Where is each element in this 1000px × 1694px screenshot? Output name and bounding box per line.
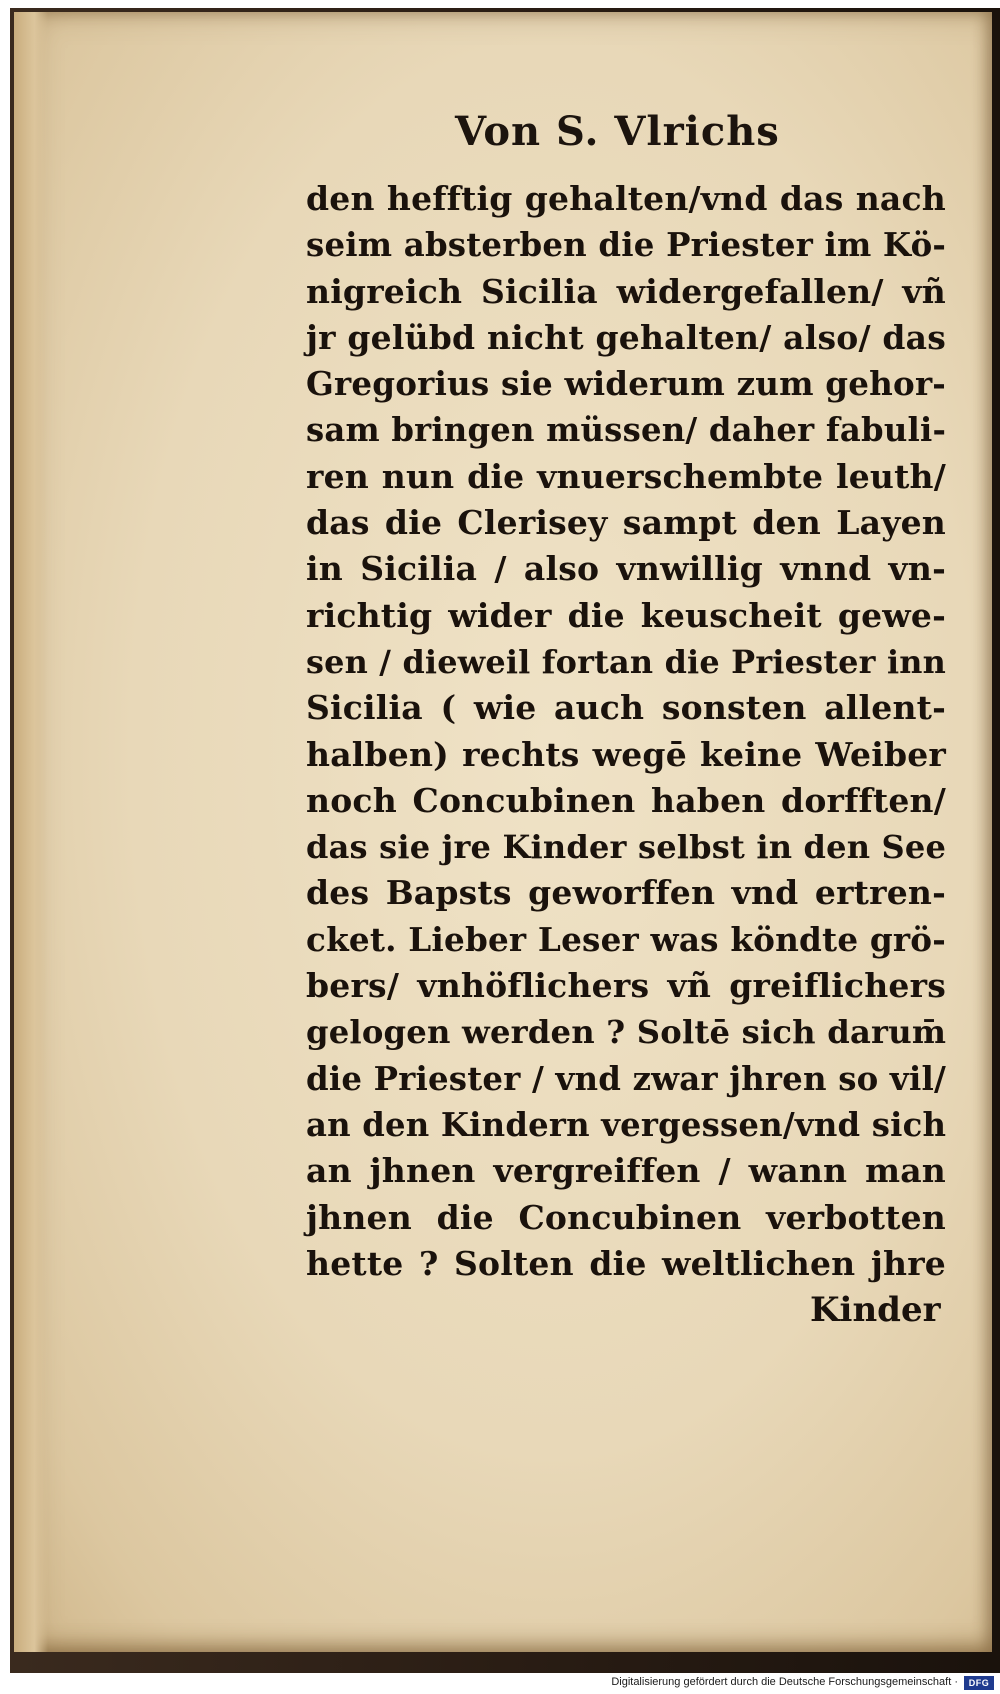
text-line: in Sicilia / also vnwillig vnnd vn- [306, 549, 946, 589]
text-line: des Bapsts geworffen vnd ertren- [306, 873, 946, 913]
text-line: seim absterben die Priester im Kö- [306, 226, 947, 265]
page-gutter [14, 12, 48, 1652]
text-line: das sie jre Kinder selbst in den See [306, 828, 947, 867]
text-line: cket. Lieber Leser was köndte grö- [306, 919, 946, 959]
text-line: jhnen die Concubinen verbotten [306, 1197, 946, 1237]
text-line: gelogen werden ? Soltē sich darum̄ [306, 1013, 947, 1052]
text-line: die Priester / vnd zwar jhren so vil/ [306, 1059, 946, 1098]
text-line: noch Concubinen haben dorfften/ [306, 780, 946, 820]
text-line: das die Clerisey sampt den Layen [306, 503, 946, 543]
text-line: halben) rechts wegē keine Weiber [306, 734, 946, 774]
text-line: ren nun die vnuerschembte leuth/ [306, 456, 946, 496]
text-line: sam bringen müssen/ daher fabuli- [306, 411, 947, 450]
text-line: richtig wider die keuscheit gewe- [306, 595, 946, 635]
text-line: Sicilia ( wie auch sonsten allent- [306, 688, 946, 728]
running-header: Von S. Vlrichs [455, 108, 780, 155]
text-line: Gregorius sie widerum zum gehor- [306, 364, 946, 404]
text-line: nigreich Sicilia widergefallen/ vñ [306, 271, 946, 311]
dfg-logo: DFG [964, 1676, 994, 1690]
text-line: jr gelübd nicht gehalten/ also/ das [306, 317, 946, 357]
text-line: sen / dieweil fortan die Priester inn [306, 642, 946, 681]
text-line: hette ? Solten die weltlichen jhre [306, 1243, 946, 1283]
catchword: Kinder [810, 1290, 941, 1330]
page-body [306, 176, 946, 1287]
text-line: bers/ vnhöflichers vñ greiflichers [306, 966, 946, 1006]
text-line: an jhnen vergreiffen / wann man [306, 1151, 946, 1191]
text-line: an den Kindern vergessen/vnd sich [306, 1105, 947, 1144]
text-line: den hefftig gehalten/vnd das nach [306, 179, 946, 218]
digitization-credit: Digitalisierung gefördert durch die Deutsche Forschungsgemeinschaft · [611, 1676, 958, 1688]
